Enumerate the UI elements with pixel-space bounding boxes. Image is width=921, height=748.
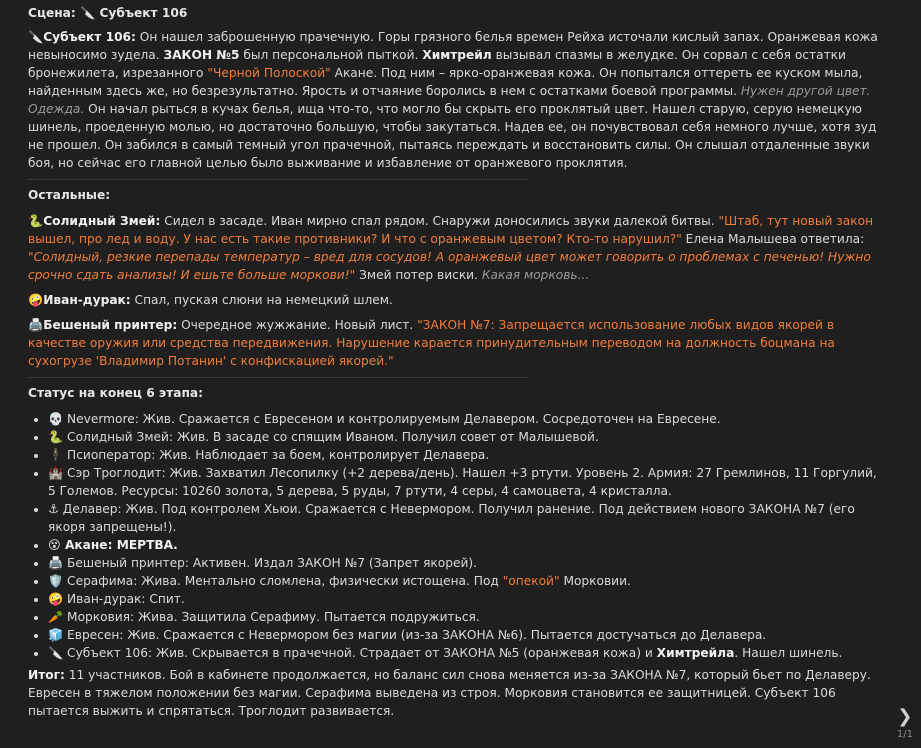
snake-icon: 🐍 [28, 214, 44, 228]
skull-icon: 💀 [48, 412, 64, 426]
knife-icon: 🔪 [80, 6, 96, 20]
list-item: • 🤪 Иван-дурак: Спит. [48, 590, 888, 608]
divider [28, 179, 528, 180]
message-content [28, 4, 888, 720]
list-item: • 🖨️ Бешеный принтер: Активен. Издал ЗАКОН №7 (Запрет якорей). [48, 554, 888, 572]
castle-icon: 🏰 [48, 466, 64, 480]
list-item: • 💀 Nevermore: Жив. Сражается с Евресеном и контролируемым Делавером. Сосредоточен на Евресене. [48, 410, 888, 428]
knife-icon: 🔪 [48, 646, 64, 660]
printer-icon: 🖨️ [28, 318, 44, 332]
list-item: • 😵 Акане: МЕРТВА. [48, 536, 888, 554]
ice-cube-icon: 🧊 [48, 628, 64, 642]
list-item: • ⚓ Делавер: Жив. Под контролем Хьюи. Сражается с Невермором. Получил ранение. Под действием нового ЗАКОНА №7 (его якоря запрещены!). [48, 500, 888, 536]
list-item: • 🕴️ Псиоператор: Жив. Наблюдает за боем, контролирует Делавера. [48, 446, 888, 464]
list-item: • 🛡️ Серафима: Жива. Ментально сломлена, физически истощена. Под "опекой" Морковии. [48, 572, 888, 590]
divider [28, 377, 528, 378]
scene-title: Сцена: 🔪 Субъект 106 [28, 6, 188, 20]
status-list [28, 410, 888, 662]
anchor-icon: ⚓ [48, 502, 59, 516]
page-counter: 1/1 [896, 729, 913, 740]
list-item: • 🏰 Сэр Троглодит: Жив. Захватил Лесопилку (+2 дерева/день). Нашел +3 ртути. Уровень 2. Армия: 27 Гремлинов, 11 Горгулий, 5 Големов. Ресурсы: 10260 золота, 5 дерева, 5 руды, 7 ртути, 4 серы, 4 самоцвета, 4 кристалла. [48, 464, 888, 500]
pager[interactable] [897, 708, 913, 744]
list-item: • 🐍 Солидный Змей: Жив. В засаде со спящим Иваном. Получил совет от Малышевой. [48, 428, 888, 446]
knife-icon: 🔪 [28, 30, 44, 44]
printer-paragraph: 🖨️Бешеный принтер: Очередное жужжание. Новый лист. "ЗАКОН №7: Запрещается использование любых видов якорей в качестве оружия или средства передвижения. Нарушение карается принудительным переводом на должность боцмана на сухогрузе 'Владимир Потанин' с конфискацией якорей." [28, 318, 835, 368]
others-title: Остальные: [28, 188, 111, 202]
chevron-right-icon[interactable]: ❯ [897, 706, 913, 727]
status-title: Статус на конец 6 этапа: [28, 386, 203, 400]
levitating-man-icon: 🕴️ [48, 448, 64, 462]
list-item: • 🔪 Субъект 106: Жив. Скрывается в прачечной. Страдает от ЗАКОНА №5 (оранжевая кожа) и Химтрейла. Нашел шинель. [48, 644, 888, 662]
ivan-paragraph: 🤪Иван-дурак: Спал, пуская слюни на немецкий шлем. [28, 293, 393, 307]
printer-icon: 🖨️ [48, 556, 64, 570]
crazy-face-icon: 🤪 [48, 592, 64, 606]
subject106-paragraph: 🔪Субъект 106: Он нашел заброшенную прачечную. Горы грязного белья времен Рейха источали кислый запах. Оранжевая кожа невыносимо зудела. ЗАКОН №5 был персональной пыткой. Химтрейл вызывал спазмы в желудке. Он сорвал с себя остатки бронежилета, изрезанного "Черной Полоской" Акане. Под ним – ярко-оранжевая кожа. Он попытался оттереть ее куском мыла, найденным здесь же, но безрезультатно. Ярость и отчаяние боролись в нем с остатками боевой программы. Нужен другой цвет. Одежда. Он начал рыться в кучах белья, ища что-то, что могло бы скрыть его проклятый цвет. Нашел старую, серую немецкую шинель, проеденную молью, но достаточно большую, чтобы закутаться. Надев ее, он почувствовал себя немного лучше, хотя зуд не прошел. Он забился в самый темный угол прачечной, пытаясь переждать и восстановить силы. Он слышал отдаленные звуки боя, но сейчас его главной целью было выживание и избавление от оранжевого проклятия. [28, 30, 878, 170]
crazy-face-icon: 🤪 [28, 293, 44, 307]
list-item: • 🧊 Евресен: Жив. Сражается с Невермором без магии (из-за ЗАКОНА №6). Пытается достучаться до Делавера. [48, 626, 888, 644]
list-item: • 🥕 Морковия: Жива. Защитила Серафиму. Пытается подружиться. [48, 608, 888, 626]
summary-paragraph: Итог: 11 участников. Бой в кабинете продолжается, но баланс сил снова меняется из-за ЗАКОНА №7, который бьет по Делаверу. Евресен в тяжелом положении без магии. Серафима выведена из строя. Морковия становится ее защитницей. Субъект 106 пытается выжить и спрятаться. Троглодит развивается. [28, 668, 871, 718]
dizzy-face-icon: 😵 [48, 538, 61, 552]
snake-paragraph: 🐍Солидный Змей: Сидел в засаде. Иван мирно спал рядом. Снаружи доносились звуки далекой битвы. "Штаб, тут новый закон вышел, про лед и воду. У нас есть такие противники? И что с оранжевым цветом? Кто-то нарушил?" Елена Малышева ответила: "Солидный, резкие перепады температур – вред для сосудов! А оранжевый цвет может говорить о проблемах с печенью! Нужно срочно сдать анализы! И ешьте больше моркови!" Змей потер виски. Какая морковь... [28, 214, 874, 282]
shield-icon: 🛡️ [48, 574, 64, 588]
carrot-icon: 🥕 [48, 610, 64, 624]
snake-icon: 🐍 [48, 430, 64, 444]
